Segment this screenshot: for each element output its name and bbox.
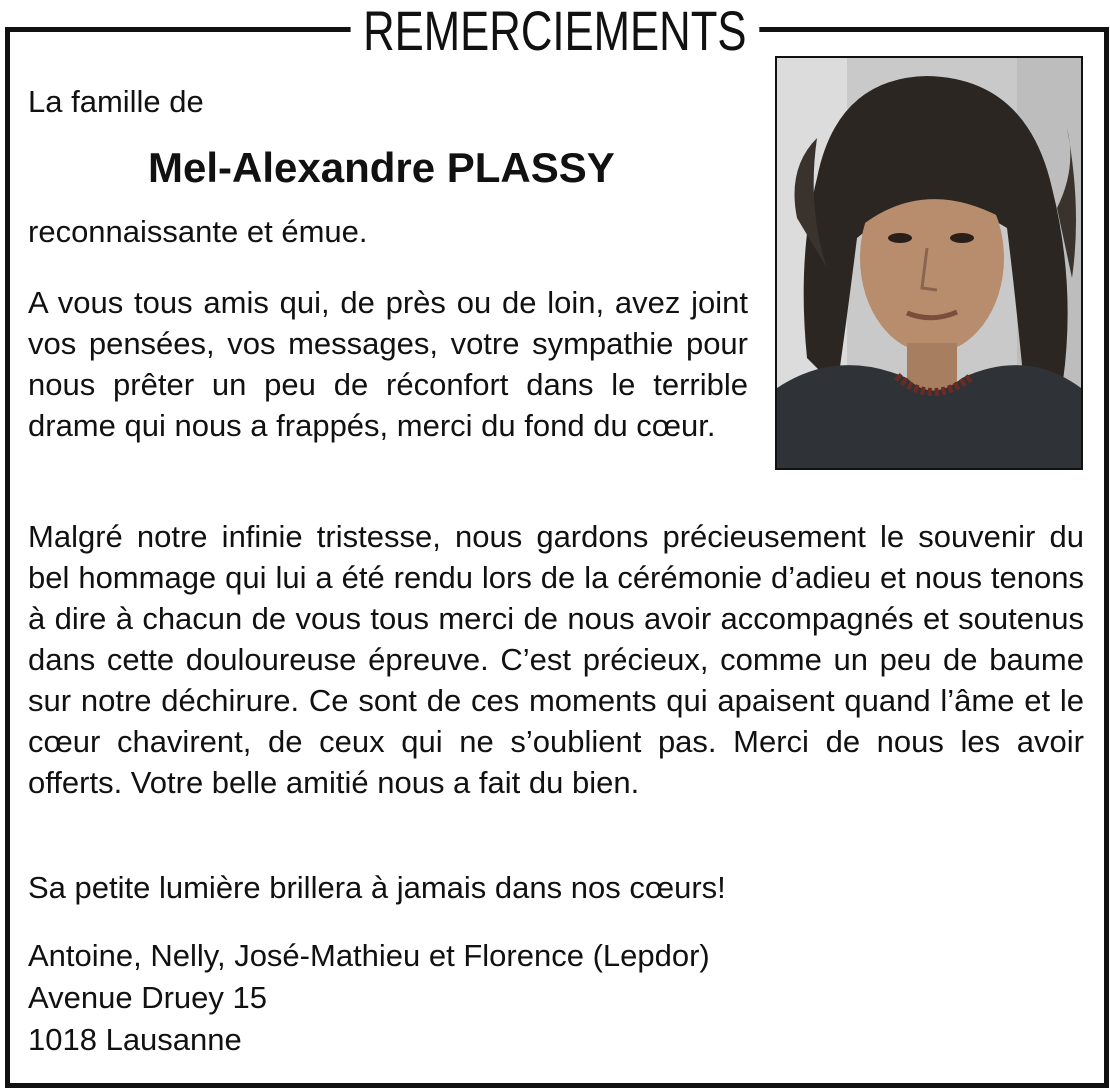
portrait-photo <box>775 56 1083 470</box>
thanks-paragraph-2: Malgré notre infinie tristesse, nous gardons précieusement le souvenir du bel hommage qui lui a été rendu lors de la cérémonie d’adieu et nous tenons à dire à chacun de vous tous merci de nous avoir accompagnés et soutenus dans cette douloureuse épreuve. C’est précieux, comme un peu de baume sur notre déchirure. Ce sont de ces moments qui apaisent quand l’âme et le cœur chavirent, de ceux qui ne s’oublient pas. Merci de nous les avoir offerts. Votre belle amitié nous a fait du bien. <box>28 519 1084 800</box>
signature-street: Avenue Druey 15 <box>28 980 267 1015</box>
signature-city: 1018 Lausanne <box>28 1022 242 1057</box>
signature-block <box>28 935 710 1061</box>
grateful-line: reconnaissante et émue. <box>28 214 368 249</box>
deceased-name: Mel-Alexandre PLASSY <box>148 144 615 191</box>
intro-line: La famille de <box>28 84 204 119</box>
portrait-image <box>777 58 1081 468</box>
closing-line: Sa petite lumière brillera à jamais dans nos cœurs! <box>28 870 726 905</box>
thanks-paragraph-1: A vous tous amis qui, de près ou de loin, avez joint vos pensées, vos messages, votre sympathie pour nous prêter un peu de réconfort dans le terrible drame qui nous a frappés, merci du fond du cœur. <box>28 285 748 443</box>
notice-title: REMERCIEMENTS <box>351 0 759 62</box>
signature-names: Antoine, Nelly, José-Mathieu et Florence (Lepdor) <box>28 938 710 973</box>
